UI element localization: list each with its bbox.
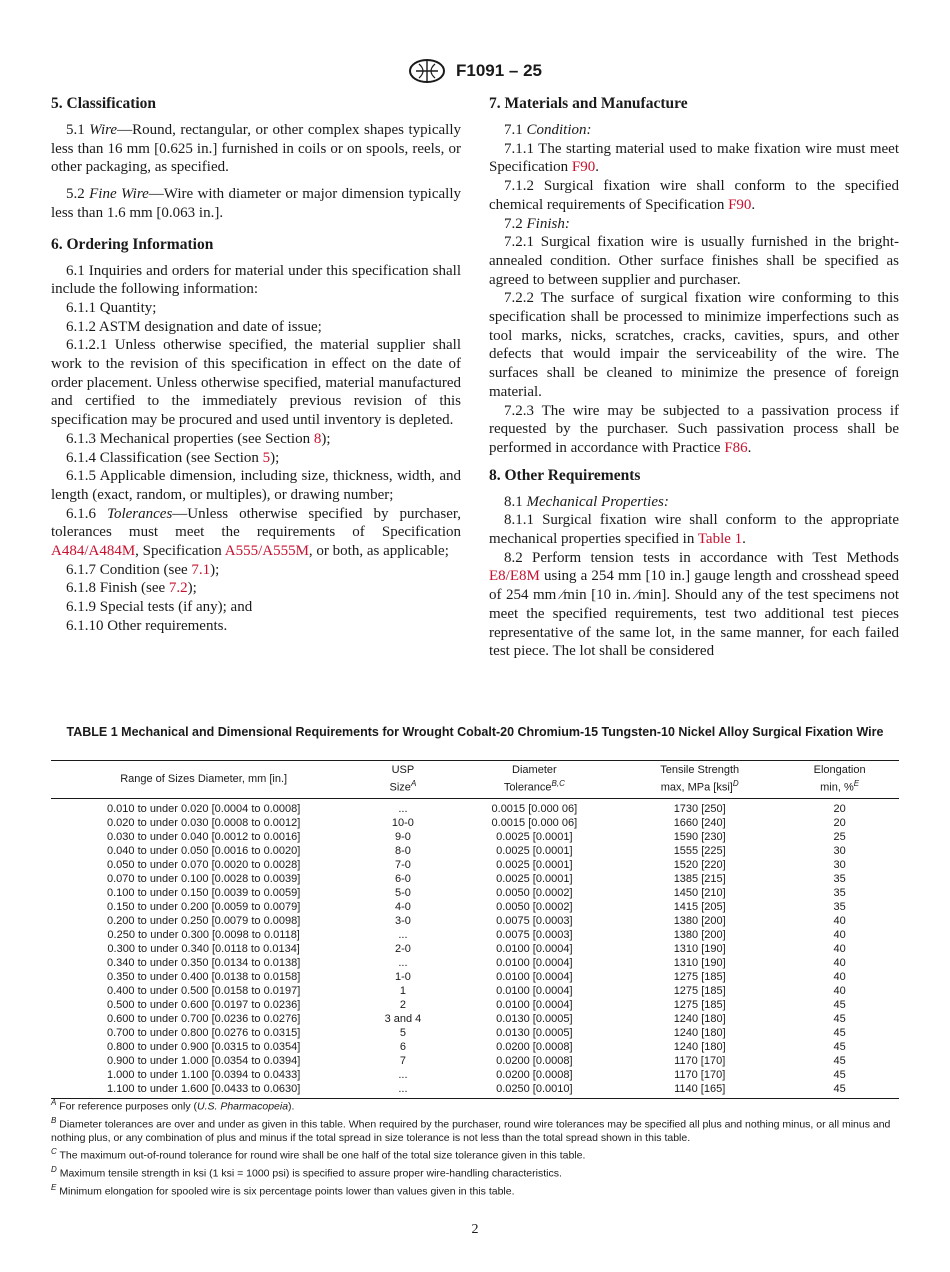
section-8-heading: 8. Other Requirements: [489, 466, 641, 484]
cell-elongation: 40: [833, 956, 846, 969]
cell-diameter-tolerance: 0.0100 [0.0004]: [496, 970, 573, 983]
cell-diameter-tolerance: 0.0100 [0.0004]: [496, 956, 573, 969]
cell-diameter-tolerance: 0.0075 [0.0003]: [496, 914, 573, 927]
cell-usp-size: 1-0: [394, 970, 411, 983]
cell-range: 0.350 to under 0.400 [0.0138 to 0.0158]: [107, 970, 301, 983]
cell-tensile-strength: 1385 [215]: [673, 872, 726, 885]
cell-range: 0.010 to under 0.020 [0.0004 to 0.0008]: [107, 802, 301, 815]
cell-elongation: 40: [833, 984, 846, 997]
cell-elongation: 45: [833, 1012, 846, 1025]
cell-usp-size: ...: [356, 1082, 449, 1099]
cell-elongation: 20: [833, 816, 846, 829]
footnote: $^E$ Minimum elongation for spooled wire is six percentage points lower than values given in this table.: [51, 1183, 515, 1198]
cell-usp-size: 5: [399, 1026, 406, 1039]
para-6-1-4: 6.1.4 Classification (see Section 5);: [66, 449, 280, 466]
cell-usp-size: ...: [398, 928, 408, 941]
cell-tensile-strength: 1310 [190]: [673, 956, 726, 969]
link-f86[interactable]: F86: [724, 439, 748, 456]
table-row: [51, 816, 899, 830]
table-row: [51, 1040, 899, 1054]
cell-tensile-strength: 1590 [230]: [673, 830, 726, 843]
footnote: $^B$ Diameter tolerances are over and under as given in this table. When required by the purchaser, round wire tolerances may be specified all plus and nothing minus, or all minus and nothing plus, or any combination of plus and minus if the total spread in size tolerance is not less than the total spread shown in this table.: [51, 1115, 891, 1144]
para-6-1-3: 6.1.3 Mechanical properties (see Section 8);: [66, 430, 331, 447]
table-row: [51, 858, 899, 872]
table-row: [51, 928, 899, 942]
table-row: [51, 942, 899, 956]
para-7-1: 7.1 Condition:: [504, 122, 592, 138]
cell-range: 0.800 to under 0.900 [0.0315 to 0.0354]: [107, 1040, 301, 1053]
para-6-1-6: 6.1.6 Tolerances—Unless otherwise specified by purchaser, tolerances must meet the requirements of Specification A484/A484M, Specification A555/A555M, or both, as applicable;: [51, 505, 461, 560]
cell-elongation: 20: [833, 802, 846, 815]
table-row: [51, 1054, 899, 1068]
cell-range: 0.020 to under 0.030 [0.0008 to 0.0012]: [107, 816, 301, 829]
cell-diameter-tolerance: 0.0025 [0.0001]: [496, 844, 573, 857]
cell-tensile-strength: 1380 [200]: [673, 928, 726, 941]
link-f90-2[interactable]: F90: [728, 196, 752, 213]
left-column: [51, 94, 461, 636]
section-6-heading: 6. Ordering Information: [51, 235, 214, 253]
cell-elongation: 45: [833, 1068, 846, 1081]
cell-usp-size: 7-0: [394, 858, 411, 871]
cell-range: 0.700 to under 0.800 [0.0276 to 0.0315]: [107, 1026, 301, 1039]
cell-tensile-strength: 1275 [185]: [673, 998, 726, 1011]
para-8-1: 8.1 Mechanical Properties:: [504, 493, 669, 510]
table-footnotes: [51, 1096, 899, 1199]
cell-usp-size: ...: [398, 1068, 408, 1081]
para-7-2-1: 7.2.1 Surgical fixation wire is usually furnished in the bright-annealed condition. Other surface finishes shall be specified as agreed to between supplier and purchaser.: [489, 234, 899, 288]
table-row: [51, 1026, 899, 1040]
cell-tensile-strength: 1170 [170]: [674, 1054, 726, 1067]
cell-range: 0.250 to under 0.300 [0.0098 to 0.0118]: [107, 928, 300, 941]
cell-range: 1.100 to under 1.600 [0.0433 to 0.0630]: [51, 1082, 356, 1099]
cell-range: 1.000 to under 1.100 [0.0394 to 0.0433]: [107, 1068, 301, 1081]
cell-tensile-strength: 1170 [170]: [674, 1068, 726, 1081]
section-5-heading: 5. Classification: [51, 95, 157, 112]
para-7-1-2: 7.1.2 Surgical fixation wire shall conform to the specified chemical requirements of Specification F90.: [489, 178, 899, 213]
cell-range: 0.300 to under 0.340 [0.0118 to 0.0134]: [107, 942, 300, 955]
cell-diameter-tolerance: 0.0100 [0.0004]: [496, 942, 573, 955]
cell-diameter-tolerance: 0.0015 [0.000 06]: [491, 816, 578, 829]
cell-tensile-strength: 1380 [200]: [673, 914, 726, 927]
table-row: [51, 914, 899, 928]
cell-tensile-strength: 1240 [180]: [673, 1040, 726, 1053]
page-header: [0, 58, 950, 84]
cell-range: 0.150 to under 0.200 [0.0059 to 0.0079]: [107, 900, 301, 913]
cell-range: 0.900 to under 1.000 [0.0354 to 0.0394]: [107, 1054, 301, 1067]
cell-range: 0.040 to under 0.050 [0.0016 to 0.0020]: [107, 844, 301, 857]
link-e8[interactable]: E8/E8M: [489, 568, 540, 585]
cell-tensile-strength: 1555 [225]: [673, 844, 726, 857]
cell-tensile-strength: 1140 [165]: [619, 1082, 780, 1099]
header-diameter-tolerance: Diameter Tolerance$^{B,C}$: [450, 761, 620, 799]
cell-tensile-strength: 1520 [220]: [673, 858, 726, 871]
cell-usp-size: 5-0: [394, 886, 411, 899]
para-5-2: 5.2 Fine Wire—Wire with diameter or major dimension typically less than 1.6 mm [0.063 in.].: [51, 186, 461, 221]
para-6-1-10: 6.1.10 Other requirements.: [66, 617, 228, 634]
cell-range: 0.070 to under 0.100 [0.0028 to 0.0039]: [107, 872, 301, 885]
cell-usp-size: 2-0: [394, 942, 411, 955]
para-7-2: 7.2 Finish:: [504, 215, 570, 232]
cell-tensile-strength: 1660 [240]: [673, 816, 726, 829]
para-8-2: 8.2 Perform tension tests in accordance with Test Methods E8/E8M using a 254 mm [10 in.] gauge length and crosshead speed of 254 mm ⁄min [10 in. ⁄min]. Should any of the test specimens not meet the specified requirements, test two additional test pieces representative of the same lot, in the same manner, for each failed test piece. The lot shall be considered: [489, 549, 899, 660]
cell-elongation: 35: [833, 886, 846, 899]
page-number: 2: [471, 1222, 479, 1237]
cell-elongation: 35: [833, 900, 846, 913]
cell-elongation: 40: [833, 970, 846, 983]
table-row: [51, 844, 899, 858]
table-row: [51, 886, 899, 900]
cell-diameter-tolerance: 0.0050 [0.0002]: [496, 886, 573, 899]
cell-range: 0.100 to under 0.150 [0.0039 to 0.0059]: [107, 886, 301, 899]
link-7-1[interactable]: 7.1: [191, 561, 211, 578]
cell-usp-size: 6-0: [394, 872, 411, 885]
cell-diameter-tolerance: 0.0100 [0.0004]: [496, 998, 573, 1011]
cell-range: 0.600 to under 0.700 [0.0236 to 0.0276]: [107, 1012, 301, 1025]
table-row: [51, 830, 899, 844]
cell-usp-size: 4-0: [394, 900, 411, 913]
para-6-1-9: 6.1.9 Special tests (if any); and: [66, 599, 253, 616]
cell-diameter-tolerance: 0.0015 [0.000 06]: [491, 802, 578, 815]
cell-elongation: 30: [833, 858, 846, 871]
cell-usp-size: 10-0: [391, 816, 414, 829]
cell-diameter-tolerance: 0.0050 [0.0002]: [496, 900, 573, 913]
footnote: $^A$ For reference purposes only (U.S. Pharmacopeia).: [51, 1098, 295, 1113]
cell-diameter-tolerance: 0.0130 [0.0005]: [496, 1026, 573, 1039]
table-row: [51, 998, 899, 1012]
cell-elongation: 40: [833, 942, 846, 955]
cell-diameter-tolerance: 0.0200 [0.0008]: [496, 1040, 573, 1053]
cell-diameter-tolerance: 0.0025 [0.0001]: [496, 858, 573, 871]
para-7-1-1: 7.1.1 The starting material used to make fixation wire must meet Specification F90.: [489, 140, 899, 176]
cell-elongation: 45: [833, 1040, 846, 1053]
link-section-5[interactable]: 5: [262, 449, 271, 466]
table-row: [51, 1012, 899, 1026]
cell-tensile-strength: 1275 [185]: [673, 984, 726, 997]
cell-tensile-strength: 1240 [180]: [673, 1012, 726, 1025]
link-a484[interactable]: A484/A484M: [51, 543, 136, 560]
table-row: [51, 798, 899, 816]
header-usp-size: USP Size$^A$: [356, 761, 449, 799]
table-row: [51, 900, 899, 914]
cell-usp-size: ...: [398, 802, 408, 815]
para-6-1: 6.1 Inquiries and orders for material under this specification shall include the following information:: [51, 262, 461, 298]
cell-usp-size: 3 and 4: [384, 1012, 422, 1025]
link-a555[interactable]: A555/A555M: [224, 543, 309, 560]
para-5-1: 5.1 Wire—Round, rectangular, or other complex shapes typically less than 16 mm [0.625 in.] furnished in coils or on spools, reels, or other packaging, as specified.: [51, 122, 461, 176]
header-range: Range of Sizes Diameter, mm [in.]: [51, 761, 356, 799]
footnote: $^C$ The maximum out-of-round tolerance for round wire shall be one half of the total size tolerance given in this table.: [51, 1147, 586, 1162]
cell-elongation: 40: [833, 914, 846, 927]
cell-diameter-tolerance: 0.0100 [0.0004]: [496, 984, 573, 997]
para-8-1-1: 8.1.1 Surgical fixation wire shall conform to the appropriate mechanical properties specified in Table 1.: [489, 512, 899, 548]
cell-usp-size: 1: [399, 984, 406, 997]
right-column: [489, 94, 899, 661]
cell-elongation: 25: [833, 830, 846, 843]
cell-diameter-tolerance: 0.0200 [0.0008]: [496, 1068, 573, 1081]
cell-elongation: 30: [833, 844, 846, 857]
cell-usp-size: 3-0: [394, 914, 411, 927]
cell-diameter-tolerance: 0.0200 [0.0008]: [496, 1054, 573, 1067]
table-row: [51, 984, 899, 998]
cell-tensile-strength: 1275 [185]: [673, 970, 726, 983]
table-row: [51, 970, 899, 984]
cell-tensile-strength: 1240 [180]: [673, 1026, 726, 1039]
header-elongation: Elongation min, %$^E$: [780, 761, 899, 799]
cell-usp-size: 9-0: [394, 830, 411, 843]
mechanical-requirements-table: [51, 760, 899, 1099]
link-section-8[interactable]: 8: [313, 430, 322, 447]
table-row: [51, 956, 899, 970]
cell-elongation: 35: [833, 872, 846, 885]
para-6-1-2: 6.1.2 ASTM designation and date of issue;: [66, 318, 322, 335]
cell-tensile-strength: 1450 [210]: [673, 886, 726, 899]
cell-usp-size: ...: [398, 956, 408, 969]
table-row: [51, 872, 899, 886]
link-f90[interactable]: F90: [571, 159, 596, 176]
para-6-1-1: 6.1.1 Quantity;: [66, 299, 157, 316]
cell-usp-size: 8-0: [394, 844, 411, 857]
cell-range: 0.050 to under 0.070 [0.0020 to 0.0028]: [107, 858, 301, 871]
cell-usp-size: 6: [399, 1040, 406, 1053]
cell-range: 0.400 to under 0.500 [0.0158 to 0.0197]: [107, 984, 301, 997]
cell-range: 0.030 to under 0.040 [0.0012 to 0.0016]: [107, 830, 301, 843]
para-6-1-7: 6.1.7 Condition (see 7.1);: [66, 561, 220, 578]
para-6-1-2-1: 6.1.2.1 Unless otherwise specified, the material supplier shall work to the revision of this specification in effect on the date of order placement. Unless otherwise specified, material manufactured and certified to the immediately previous revision of this specification may be procured and used until inventory is depleted.: [51, 337, 461, 429]
cell-tensile-strength: 1415 [205]: [673, 900, 726, 913]
cell-diameter-tolerance: 0.0025 [0.0001]: [496, 830, 573, 843]
table-body: [51, 798, 899, 1098]
cell-elongation: 45: [833, 998, 846, 1011]
para-6-1-5: 6.1.5 Applicable dimension, including size, thickness, width, and length (exact, random, or multiples), or drawing number;: [51, 468, 461, 503]
link-table-1[interactable]: Table 1: [697, 531, 743, 548]
cell-tensile-strength: 1730 [250]: [673, 802, 726, 815]
table-caption: TABLE 1 Mechanical and Dimensional Requirements for Wrought Cobalt-20 Chromium-15 Tungsten-10 Nickel Alloy Surgical Fixation Wire: [66, 725, 884, 739]
para-7-2-2: 7.2.2 The surface of surgical fixation wire conforming to this specification shall be processed to minimize imperfections such as tool marks, nicks, scratches, cracks, cavities, spurs, and other defects that would impair the serviceability of the wire. The surfaces shall be cleaned to minimize the presence of foreign material.: [489, 290, 899, 400]
table-row: [51, 1068, 899, 1082]
astm-logo-icon: [408, 58, 446, 84]
cell-elongation: 45: [833, 1054, 846, 1067]
cell-elongation: 45: [833, 1026, 846, 1039]
link-7-2[interactable]: 7.2: [168, 580, 188, 597]
table-header-row: [51, 761, 899, 799]
para-7-2-3: 7.2.3 The wire may be subjected to a passivation process if requested by the purchaser. Such passivation process shall be performed in accordance with Practice F86.: [489, 402, 899, 456]
header-tensile-strength: Tensile Strength max, MPa [ksi]$^D$: [619, 761, 780, 799]
cell-usp-size: 7: [399, 1054, 406, 1067]
cell-range: 0.340 to under 0.350 [0.0134 to 0.0138]: [107, 956, 301, 969]
cell-elongation: 45: [780, 1082, 899, 1099]
cell-diameter-tolerance: 0.0075 [0.0003]: [496, 928, 573, 941]
cell-elongation: 40: [833, 928, 846, 941]
cell-diameter-tolerance: 0.0025 [0.0001]: [496, 872, 573, 885]
para-6-1-8: 6.1.8 Finish (see 7.2);: [66, 580, 197, 597]
cell-diameter-tolerance: 0.0130 [0.0005]: [496, 1012, 573, 1025]
cell-range: 0.200 to under 0.250 [0.0079 to 0.0098]: [107, 914, 301, 927]
cell-diameter-tolerance: 0.0250 [0.0010]: [450, 1082, 620, 1099]
cell-usp-size: 2: [399, 998, 406, 1011]
cell-range: 0.500 to under 0.600 [0.0197 to 0.0236]: [107, 998, 301, 1011]
document-number: F1091 – 25: [455, 61, 542, 80]
footnote: $^D$ Maximum tensile strength in ksi (1 ksi = 1000 psi) is specified to assure proper wire-handling characteristics.: [51, 1165, 562, 1180]
section-7-heading: 7. Materials and Manufacture: [489, 95, 688, 112]
cell-tensile-strength: 1310 [190]: [673, 942, 726, 955]
